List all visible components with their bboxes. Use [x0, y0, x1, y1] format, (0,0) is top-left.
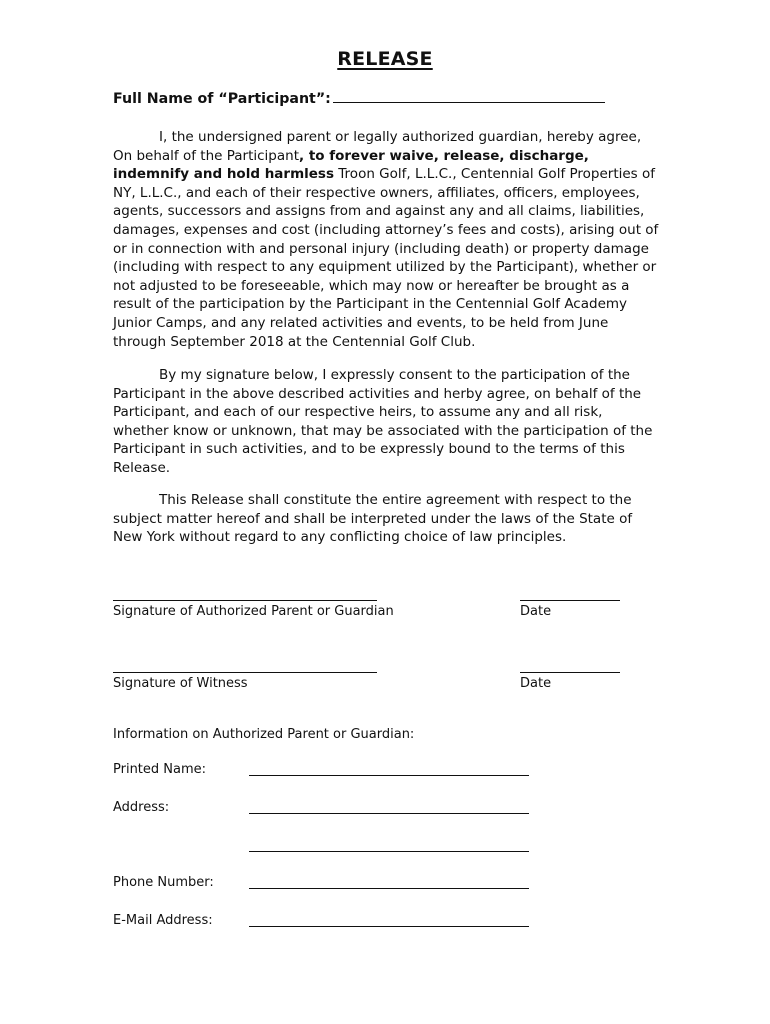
participant-name-field[interactable] [333, 90, 605, 103]
document-title: RELEASE [337, 48, 433, 70]
address-field-line-2[interactable] [249, 851, 529, 852]
guardian-signature-line[interactable] [113, 600, 377, 601]
consent-paragraph: By my signature below, I expressly consent to the participation of the Participant in the above described activities and herby agree, on behalf of the Participant, and each of our respective heirs, to assume any and all risk, whether know or unknown, that may be associated with the participation of the Participant in such activities, and to be expressly bound to the terms of this Release. [113, 367, 653, 476]
release-paragraph-1 [113, 128, 661, 351]
printed-name-field[interactable] [249, 775, 529, 776]
participant-name-row [113, 90, 605, 107]
address-label: Address: [113, 800, 170, 815]
witness-signature-label: Signature of Witness [113, 676, 248, 691]
paragraph-1-text-b: Troon Golf, L.L.C., Centennial Golf Properties of NY, L.L.C., and each of their respective owners, affiliates, officers, employees, agents, successors and assigns from and against any and all claims, liabilities, damages, expenses and cost (including attorney’s fees and costs), arising out of or in connection with and personal injury (including death) or property damage (including with respect to any equipment utilized by the Participant), whether or not adjusted to be foreseeable, which may now or hereafter be brought as a result of the participation by the Participant in the Centennial Golf Academy Junior Camps, and any related activities and events, to be held from June through September 2018 at the Centennial Golf Club. [113, 166, 659, 350]
participant-name-label: Full Name of “Participant”: [113, 91, 331, 107]
paragraph-1-text-a: I, the undersigned parent or legally authorized guardian, hereby agree, On behalf of the Participant [113, 129, 642, 164]
phone-number-field[interactable] [249, 888, 529, 889]
phone-number-label: Phone Number: [113, 875, 214, 890]
guardian-info-heading: Information on Authorized Parent or Guardian: [113, 727, 415, 742]
email-address-label: E-Mail Address: [113, 913, 213, 928]
address-field-line-1[interactable] [249, 813, 529, 814]
agreement-paragraph: This Release shall constitute the entire agreement with respect to the subject matter hereof and shall be interpreted under the laws of the State of New York without regard to any conflicting choice of law principles. [113, 492, 633, 546]
guardian-signature-label: Signature of Authorized Parent or Guardian [113, 604, 394, 619]
paragraph-1-bold-clause: , to forever waive, release, discharge, indemnify and hold harmless [113, 147, 589, 183]
witness-date-line[interactable] [520, 672, 620, 673]
email-address-field[interactable] [249, 926, 529, 927]
guardian-date-label: Date [520, 604, 552, 619]
witness-signature-line[interactable] [113, 672, 377, 673]
guardian-date-line[interactable] [520, 600, 620, 601]
witness-date-label: Date [520, 676, 552, 691]
printed-name-label: Printed Name: [113, 762, 207, 777]
